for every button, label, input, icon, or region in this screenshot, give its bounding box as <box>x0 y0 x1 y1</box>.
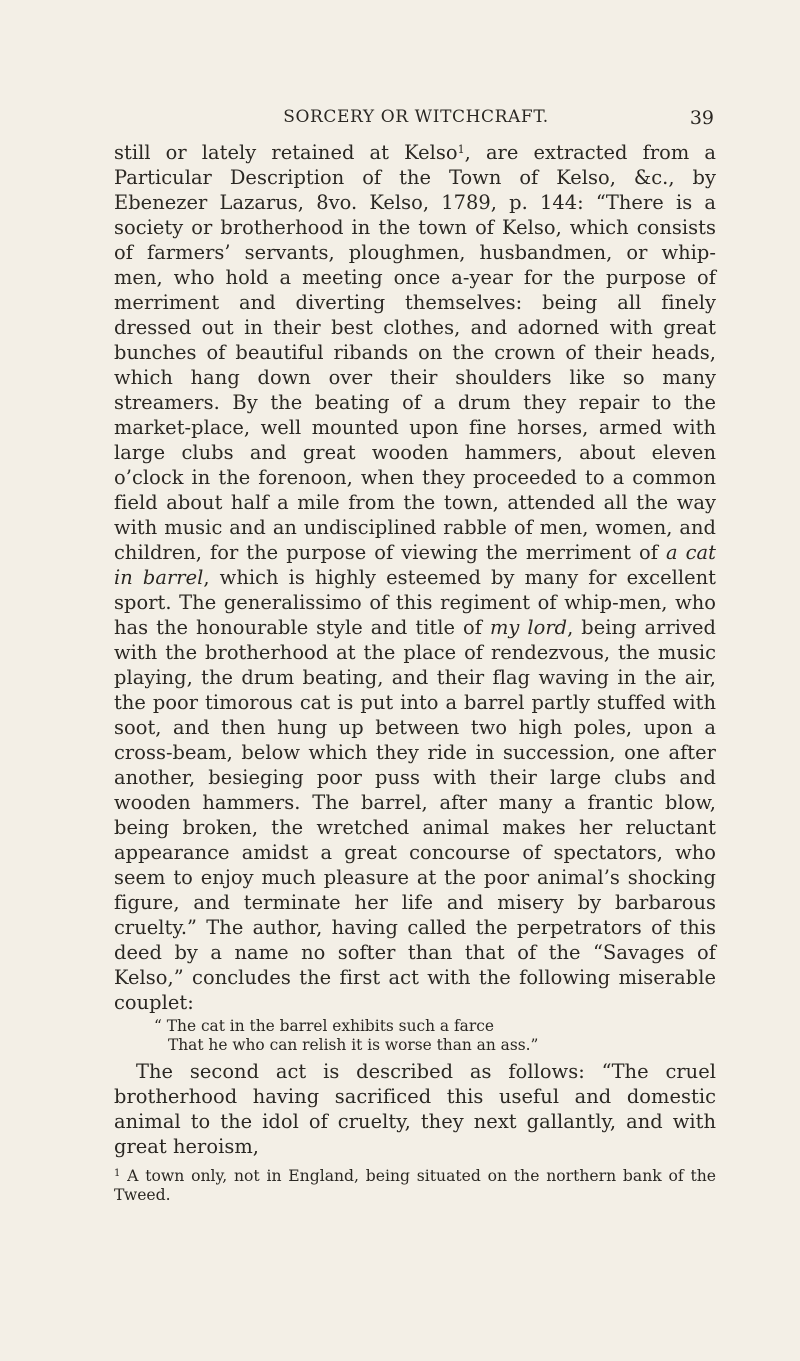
page-number: 39 <box>689 107 714 129</box>
paragraph-2: The second act is described as follows: “The cruel brotherhood having sacrificed this useful and domestic animal to the idol of cruelty, they next gallantly, and with great heroism, <box>114 1060 716 1158</box>
italic-phrase-my-lord: my lord <box>489 616 568 639</box>
footnote <box>114 1167 716 1205</box>
couplet-line-2: That he who can relish it is worse than an ass.” <box>168 1036 539 1054</box>
page-body <box>114 140 716 1205</box>
paragraph-1-text-b: , are extracted from a Particular Description of the Town of Kelso, &c., by Ebenezer Lazarus, 8vo. Kelso, 1789, p. 144: “There is a society or brotherhood in the town of Kelso, which consists of farmers’ servants, ploughmen, husbandmen, or whip-men, who hold a meeting once a-year for the purpose of merriment and diverting themselves: being all finely dressed out in their best clothes, and adorned with great bunches of beautiful ribands on the crown of their heads, which hang down over their shoulders like so many streamers. By the beating of a drum they repair to the market-place, well mounted upon fine horses, armed with large clubs and great wooden hammers, about eleven o’clock in the forenoon, when they proceeded to a common field about half a mile from the town, attended all the way with music and an undisciplined rabble of men, women, and children, for the purpose of viewing the merriment of <box>114 141 716 564</box>
couplet-line-1: “ The cat in the barrel exhibits such a farce <box>154 1017 494 1035</box>
running-head: SORCERY OR WITCHCRAFT. <box>283 107 549 127</box>
paragraph-1-text-c: , which is highly esteemed by many for excellent sport. The generalissimo of this regiment of whip-men, who has the honourable style and title of <box>114 566 716 639</box>
italic-phrase-cat-in-barrel: a cat in barrel <box>114 541 716 589</box>
paragraph-1-text-a: still or lately retained at Kelso <box>114 141 458 164</box>
page-header <box>118 107 714 137</box>
paragraph-1 <box>114 140 716 1015</box>
paragraph-1-text-d: , being arrived with the brotherhood at the place of rendezvous, the music playing, the drum beating, and their flag waving in the air, the poor timorous cat is put into a barrel partly stuffed with soot, and then hung up between two high poles, upon a cross-beam, below which they ride in succession, one after another, besieging poor puss with their large clubs and wooden hammers. The barrel, after many a frantic blow, being broken, the wretched animal makes her reluctant appearance amidst a great concourse of spectators, who seem to enjoy much pleasure at the poor animal’s shocking figure, and terminate her life and misery by barbarous cruelty.” The author, having called the perpetrators of this deed by a name no softer than that of the “Savages of Kelso,” concludes the first act with the following miserable couplet: <box>114 616 717 1014</box>
footnote-reference: 1 <box>457 143 465 156</box>
couplet <box>114 1017 716 1055</box>
footnote-text: A town only, not in England, being situated on the northern bank of the Tweed. <box>114 1167 716 1204</box>
footnote-mark: 1 <box>114 1168 121 1179</box>
